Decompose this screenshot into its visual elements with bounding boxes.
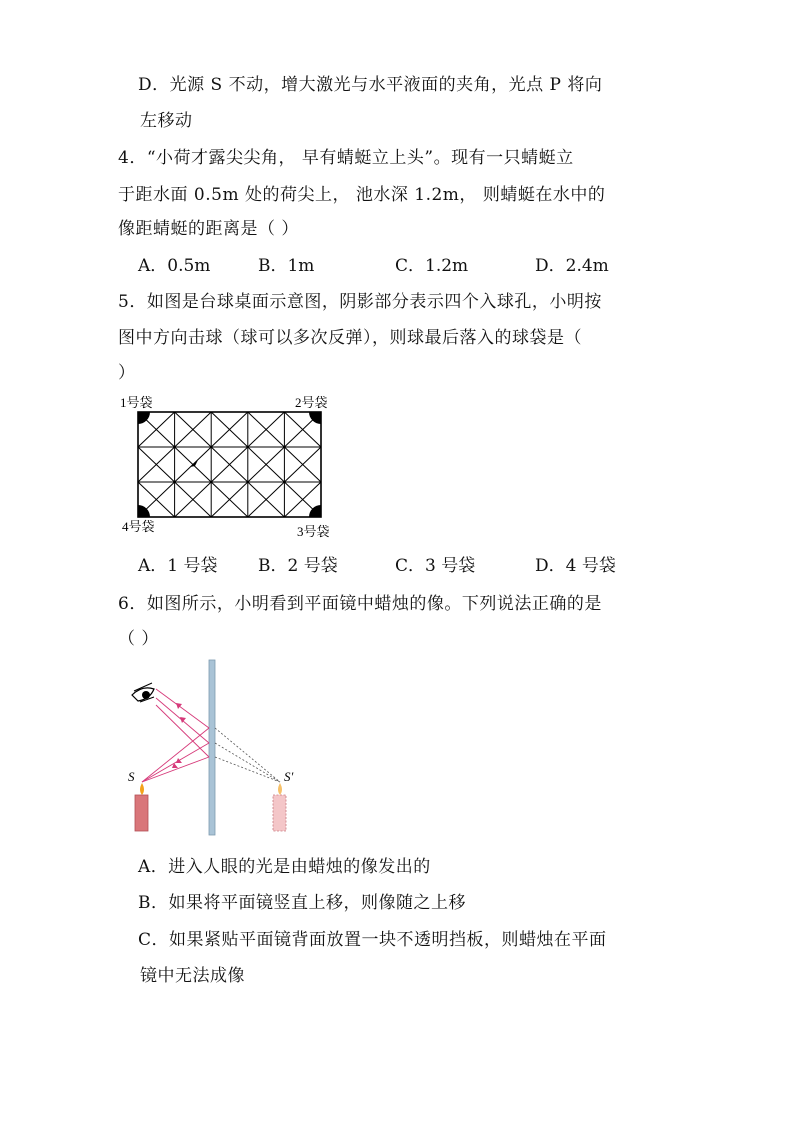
q5-stem-line2: 图中方向击球（球可以多次反弹），则球最后落入的球袋是（	[118, 328, 582, 348]
plane-mirror-figure	[120, 655, 310, 840]
eye-icon	[132, 683, 154, 702]
q3-option-d-line2: 左移动	[140, 111, 193, 131]
q5-option-a: A．1 号袋	[138, 556, 218, 576]
q4-stem-line2: 于距水面 0.5m 处的荷尖上， 池水深 1.2m， 则蜻蜓在水中的	[118, 185, 606, 205]
q6-option-c-line1: C．如果紧贴平面镜背面放置一块不透明挡板，则蜡烛在平面	[138, 930, 607, 950]
q4-option-a: A．0.5m	[138, 256, 211, 276]
billiard-table-figure	[110, 390, 350, 540]
candle-image-icon	[273, 783, 286, 831]
q5-option-b: B．2 号袋	[258, 556, 338, 576]
q6-stem-line2: （ ）	[118, 629, 159, 649]
pocket-3-label: 3号袋	[297, 524, 330, 539]
incident-rays	[142, 689, 209, 782]
q5-stem-line3: ）	[118, 363, 136, 383]
source-label: S	[128, 769, 135, 784]
plane-mirror	[209, 660, 215, 835]
q5-option-c: C．3 号袋	[395, 556, 476, 576]
billiard-table-diagram	[110, 390, 350, 540]
pocket-4-label: 4号袋	[122, 519, 155, 534]
virtual-ray-extensions	[215, 728, 280, 782]
q6-option-b: B．如果将平面镜竖直上移，则像随之上移	[138, 893, 466, 913]
q4-stem-line3: 像距蜻蜓的距离是（ ）	[118, 219, 299, 239]
q6-option-c-line2: 镜中无法成像	[140, 966, 245, 986]
ray-arrowheads	[172, 703, 186, 768]
q4-option-c: C．1.2m	[395, 256, 469, 276]
candle-icon	[135, 783, 148, 831]
pocket-2-label: 2号袋	[295, 395, 328, 410]
q6-option-a: A．进入人眼的光是由蜡烛的像发出的	[138, 857, 431, 877]
plane-mirror-diagram	[120, 655, 310, 840]
q4-option-d: D．2.4m	[535, 256, 609, 276]
image-label: S′	[284, 769, 294, 784]
table-diagonals	[138, 412, 321, 517]
q4-option-b: B．1m	[258, 256, 315, 276]
q5-stem-line1: 5．如图是台球桌面示意图，阴影部分表示四个入球孔，小明按	[118, 292, 602, 312]
pocket-1-label: 1号袋	[120, 395, 153, 410]
q3-option-d-line1: D．光源 S 不动，增大激光与水平液面的夹角，光点 P 将向	[138, 75, 603, 95]
q5-option-d: D．4 号袋	[535, 556, 616, 576]
q4-stem-line1: 4．“小荷才露尖尖角， 早有蜻蜓立上头”。现有一只蜻蜓立	[118, 148, 574, 168]
q6-stem-line1: 6．如图所示，小明看到平面镜中蜡烛的像。下列说法正确的是	[118, 594, 602, 614]
